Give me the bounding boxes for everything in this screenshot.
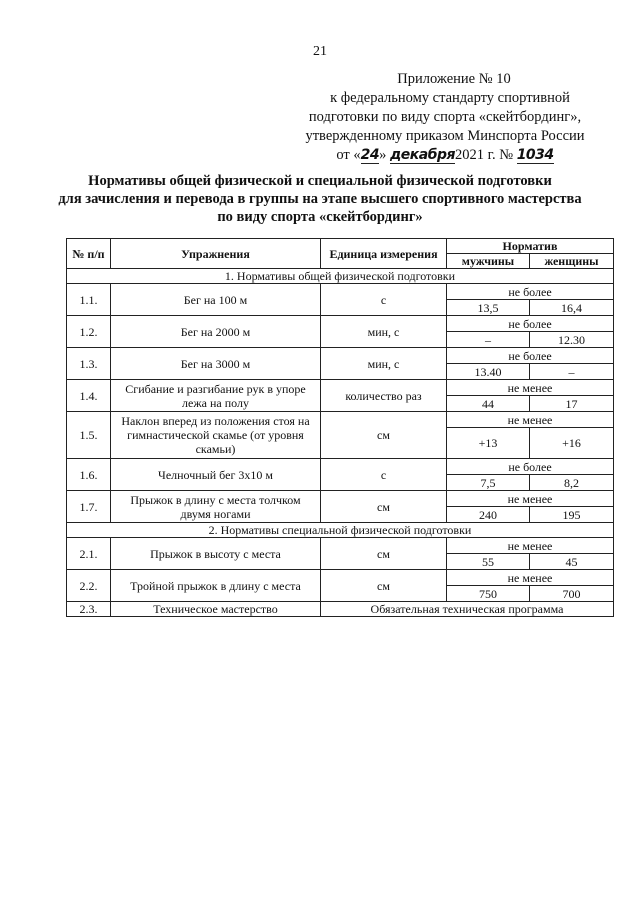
row-unit: см — [321, 570, 447, 602]
title-line-1: Нормативы общей физической и специальной физической подготовки — [88, 173, 552, 189]
row-men-value: 44 — [447, 396, 530, 412]
order-prefix: от « — [336, 147, 361, 163]
table-row — [67, 348, 614, 364]
table-row — [67, 412, 614, 428]
row-condition: не более — [447, 284, 614, 300]
document-title — [40, 172, 600, 226]
appendix-title: Приложение № 10 — [397, 71, 511, 87]
row-exercise: Прыжок в высоту с места — [111, 538, 321, 570]
header-unit: Единица измерения — [321, 239, 447, 269]
row-exercise: Тройной прыжок в длину с места — [111, 570, 321, 602]
header-exercise: Упражнения — [111, 239, 321, 269]
row-num: 1.4. — [67, 380, 111, 412]
row-num: 2.2. — [67, 570, 111, 602]
row-men-value: 55 — [447, 554, 530, 570]
row-condition: не менее — [447, 412, 614, 428]
row-unit: см — [321, 412, 447, 459]
row-condition: не более — [447, 348, 614, 364]
section-title: 2. Нормативы специальной физической подготовки — [67, 523, 614, 538]
section-row — [67, 269, 614, 284]
order-year: 2021 г. № — [455, 147, 514, 163]
table-row — [67, 602, 614, 617]
row-women-value: 45 — [530, 554, 614, 570]
order-month: декабря — [389, 147, 456, 163]
row-women-value: 12.30 — [530, 332, 614, 348]
row-condition: не менее — [447, 538, 614, 554]
row-unit: мин, с — [321, 316, 447, 348]
header-num: № п/п — [67, 239, 111, 269]
table-row — [67, 538, 614, 554]
row-unit: см — [321, 538, 447, 570]
appendix-line-2: к федеральному стандарту спортивной — [330, 90, 570, 106]
row-unit: количество раз — [321, 380, 447, 412]
row-num: 1.5. — [67, 412, 111, 459]
order-number: 1034 — [516, 147, 554, 163]
row-men-value: +13 — [447, 428, 530, 459]
row-num: 1.6. — [67, 459, 111, 491]
row-men-value: – — [447, 332, 530, 348]
row-exercise: Сгибание и разгибание рук в упоре лежа на полу — [111, 380, 321, 412]
row-women-value: +16 — [530, 428, 614, 459]
row-exercise: Техническое мастерство — [111, 602, 321, 617]
row-women-value: 700 — [530, 586, 614, 602]
row-num: 1.7. — [67, 491, 111, 523]
row-men-value: 13,5 — [447, 300, 530, 316]
section-row — [67, 523, 614, 538]
row-men-value: 7,5 — [447, 475, 530, 491]
row-condition: не менее — [447, 491, 614, 507]
page-number: 21 — [313, 44, 327, 59]
header-women: женщины — [530, 254, 614, 269]
row-exercise: Челночный бег 3х10 м — [111, 459, 321, 491]
row-women-value: 16,4 — [530, 300, 614, 316]
row-condition: не менее — [447, 570, 614, 586]
row-exercise: Наклон вперед из положения стоя на гимнастической скамье (от уровня скамьи) — [111, 412, 321, 459]
row-men-value: 750 — [447, 586, 530, 602]
row-num: 1.3. — [67, 348, 111, 380]
row-unit: с — [321, 284, 447, 316]
table-row — [67, 570, 614, 586]
appendix-block — [300, 70, 590, 165]
table-row — [67, 316, 614, 332]
order-mid: » — [379, 147, 387, 163]
row-condition: не более — [447, 459, 614, 475]
row-exercise: Бег на 2000 м — [111, 316, 321, 348]
row-num: 1.2. — [67, 316, 111, 348]
table-row — [67, 491, 614, 507]
row-women-value: – — [530, 364, 614, 380]
order-day: 24 — [360, 147, 380, 163]
header-men: мужчины — [447, 254, 530, 269]
row-exercise: Бег на 3000 м — [111, 348, 321, 380]
row-unit: см — [321, 491, 447, 523]
row-women-value: 17 — [530, 396, 614, 412]
section-title: 1. Нормативы общей физической подготовки — [67, 269, 614, 284]
row-men-value: 13.40 — [447, 364, 530, 380]
title-line-3: по виду спорта «скейтбординг» — [217, 209, 423, 225]
row-unit: с — [321, 459, 447, 491]
norms-table — [66, 238, 614, 617]
header-norm: Норматив — [447, 239, 614, 254]
title-line-2: для зачисления и перевода в группы на этапе высшего спортивного мастерства — [58, 191, 582, 207]
row-women-value: 8,2 — [530, 475, 614, 491]
appendix-line-4: утвержденному приказом Минспорта России — [305, 128, 585, 144]
row-men-value: 240 — [447, 507, 530, 523]
table-row — [67, 284, 614, 300]
row-num: 2.1. — [67, 538, 111, 570]
row-exercise: Бег на 100 м — [111, 284, 321, 316]
row-condition: не менее — [447, 380, 614, 396]
row-num: 2.3. — [67, 602, 111, 617]
row-combined-norm: Обязательная техническая программа — [321, 602, 614, 617]
row-unit: мин, с — [321, 348, 447, 380]
row-exercise: Прыжок в длину с места толчком двумя ногами — [111, 491, 321, 523]
header-row-1 — [67, 239, 614, 254]
table-row — [67, 380, 614, 396]
row-condition: не более — [447, 316, 614, 332]
appendix-line-3: подготовки по виду спорта «скейтбординг», — [308, 109, 582, 125]
row-women-value: 195 — [530, 507, 614, 523]
order-date-line — [300, 146, 590, 165]
row-num: 1.1. — [67, 284, 111, 316]
table-row — [67, 459, 614, 475]
